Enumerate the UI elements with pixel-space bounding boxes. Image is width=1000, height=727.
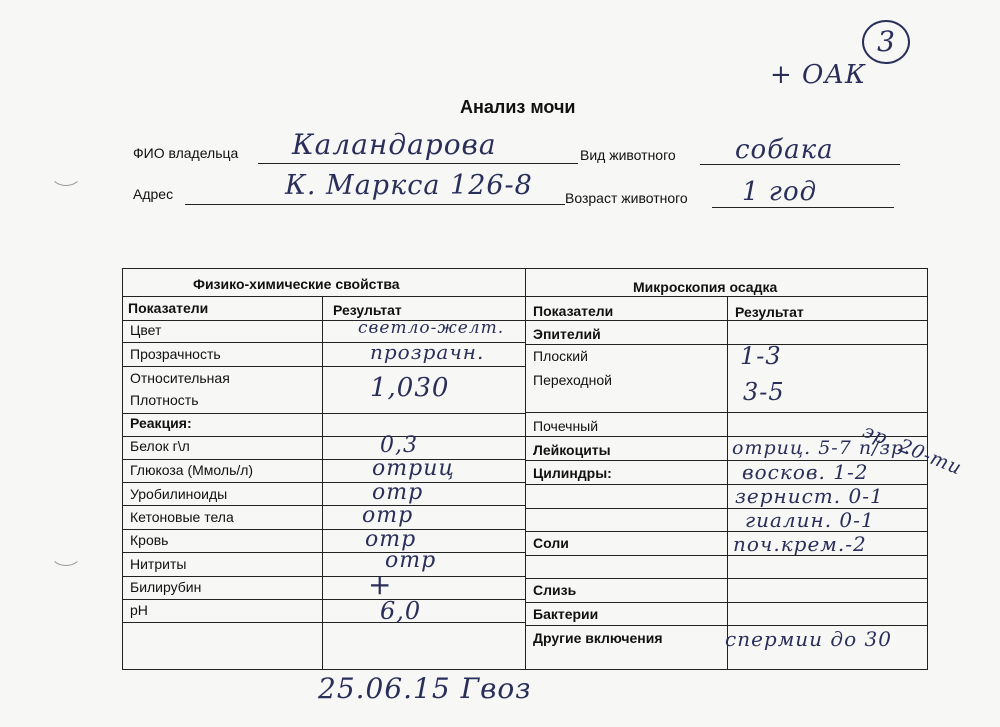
physchem-value: 0,3 <box>380 433 418 458</box>
micro-label: Плоский <box>533 348 588 364</box>
physchem-label: Глюкоза (Ммоль/л) <box>130 462 254 478</box>
physchem-value: отр <box>362 503 414 528</box>
micro-label: Переходной <box>533 372 612 388</box>
micro-label: Почечный <box>533 418 599 434</box>
physchem-label: Прозрачность <box>130 346 221 362</box>
physchem-value: + <box>368 568 393 601</box>
owner-value: Каландарова <box>292 128 497 161</box>
physchem-label: Кровь <box>130 532 169 548</box>
micro-label: Лейкоциты <box>533 442 611 458</box>
micro-value: 1-3 <box>740 342 782 370</box>
micro-label: Слизь <box>533 582 577 598</box>
micro-col-result: Результат <box>735 304 804 320</box>
age-label: Возраст животного <box>565 190 688 206</box>
micro-label: Соли <box>533 535 569 551</box>
micro-value: 3-5 <box>743 378 785 406</box>
physchem-label: pH <box>130 602 148 618</box>
physchem-col-param: Показатели <box>128 300 209 316</box>
physchem-value: отр <box>385 548 437 573</box>
physchem-value: 1,030 <box>370 373 450 403</box>
physchem-section-title: Физико-химические свойства <box>193 276 400 292</box>
oak-note: + ОАК <box>770 60 867 90</box>
micro-value: восков. 1-2 <box>742 460 869 484</box>
physchem-value: отриц <box>372 456 455 481</box>
physchem-col-result: Результат <box>333 302 402 318</box>
owner-label: ФИО владельца <box>133 145 239 161</box>
page-number-circle: 3 <box>862 20 910 64</box>
micro-label: Цилиндры: <box>533 465 612 481</box>
micro-value: спермии до 30 <box>725 627 892 651</box>
micro-label: Другие включения <box>533 630 663 646</box>
scan-edge-mark <box>50 160 82 186</box>
physchem-label: Билирубин <box>130 579 202 595</box>
physchem-label: Кетоновые тела <box>130 509 234 525</box>
date-signature: 25.06.15 Гвоз <box>318 672 532 705</box>
species-value: собака <box>735 135 834 165</box>
physchem-label: Цвет <box>130 322 162 338</box>
address-underline <box>185 204 565 205</box>
physchem-label: Уробилиноиды <box>130 486 228 502</box>
owner-underline <box>258 163 578 164</box>
physchem-value: прозрачн. <box>370 340 485 364</box>
micro-value: отриц. 5-7 п/зр. <box>732 437 912 459</box>
micro-value: гиалин. 0-1 <box>745 508 875 532</box>
physchem-label: Реакция: <box>130 415 192 431</box>
page-title: Анализ мочи <box>460 97 576 117</box>
margin-note: эр. 20-ти <box>859 420 966 480</box>
physchem-label: Белок г\л <box>130 438 190 454</box>
micro-value: поч.крем.-2 <box>733 532 867 556</box>
micro-label: Эпителий <box>533 326 601 342</box>
species-label: Вид животного <box>580 147 676 163</box>
physchem-label: Относительная <box>130 370 230 386</box>
address-label: Адрес <box>133 186 174 202</box>
micro-value: зернист. 0-1 <box>735 484 884 508</box>
scan-edge-mark <box>50 540 82 566</box>
physchem-label: Нитриты <box>130 556 187 572</box>
physchem-value: отр <box>365 527 417 552</box>
physchem-value: отр <box>372 480 424 505</box>
age-value: 1 год <box>742 177 818 207</box>
physchem-value: 6,0 <box>380 597 422 625</box>
age-underline <box>712 207 894 208</box>
micro-col-param: Показатели <box>533 303 614 319</box>
micro-label: Бактерии <box>533 606 599 622</box>
physchem-value: светло-желт. <box>358 318 505 338</box>
micro-section-title: Микроскопия осадка <box>633 279 778 295</box>
physchem-label-cont: Плотность <box>130 392 199 408</box>
address-value: К. Маркса 126-8 <box>285 170 533 201</box>
